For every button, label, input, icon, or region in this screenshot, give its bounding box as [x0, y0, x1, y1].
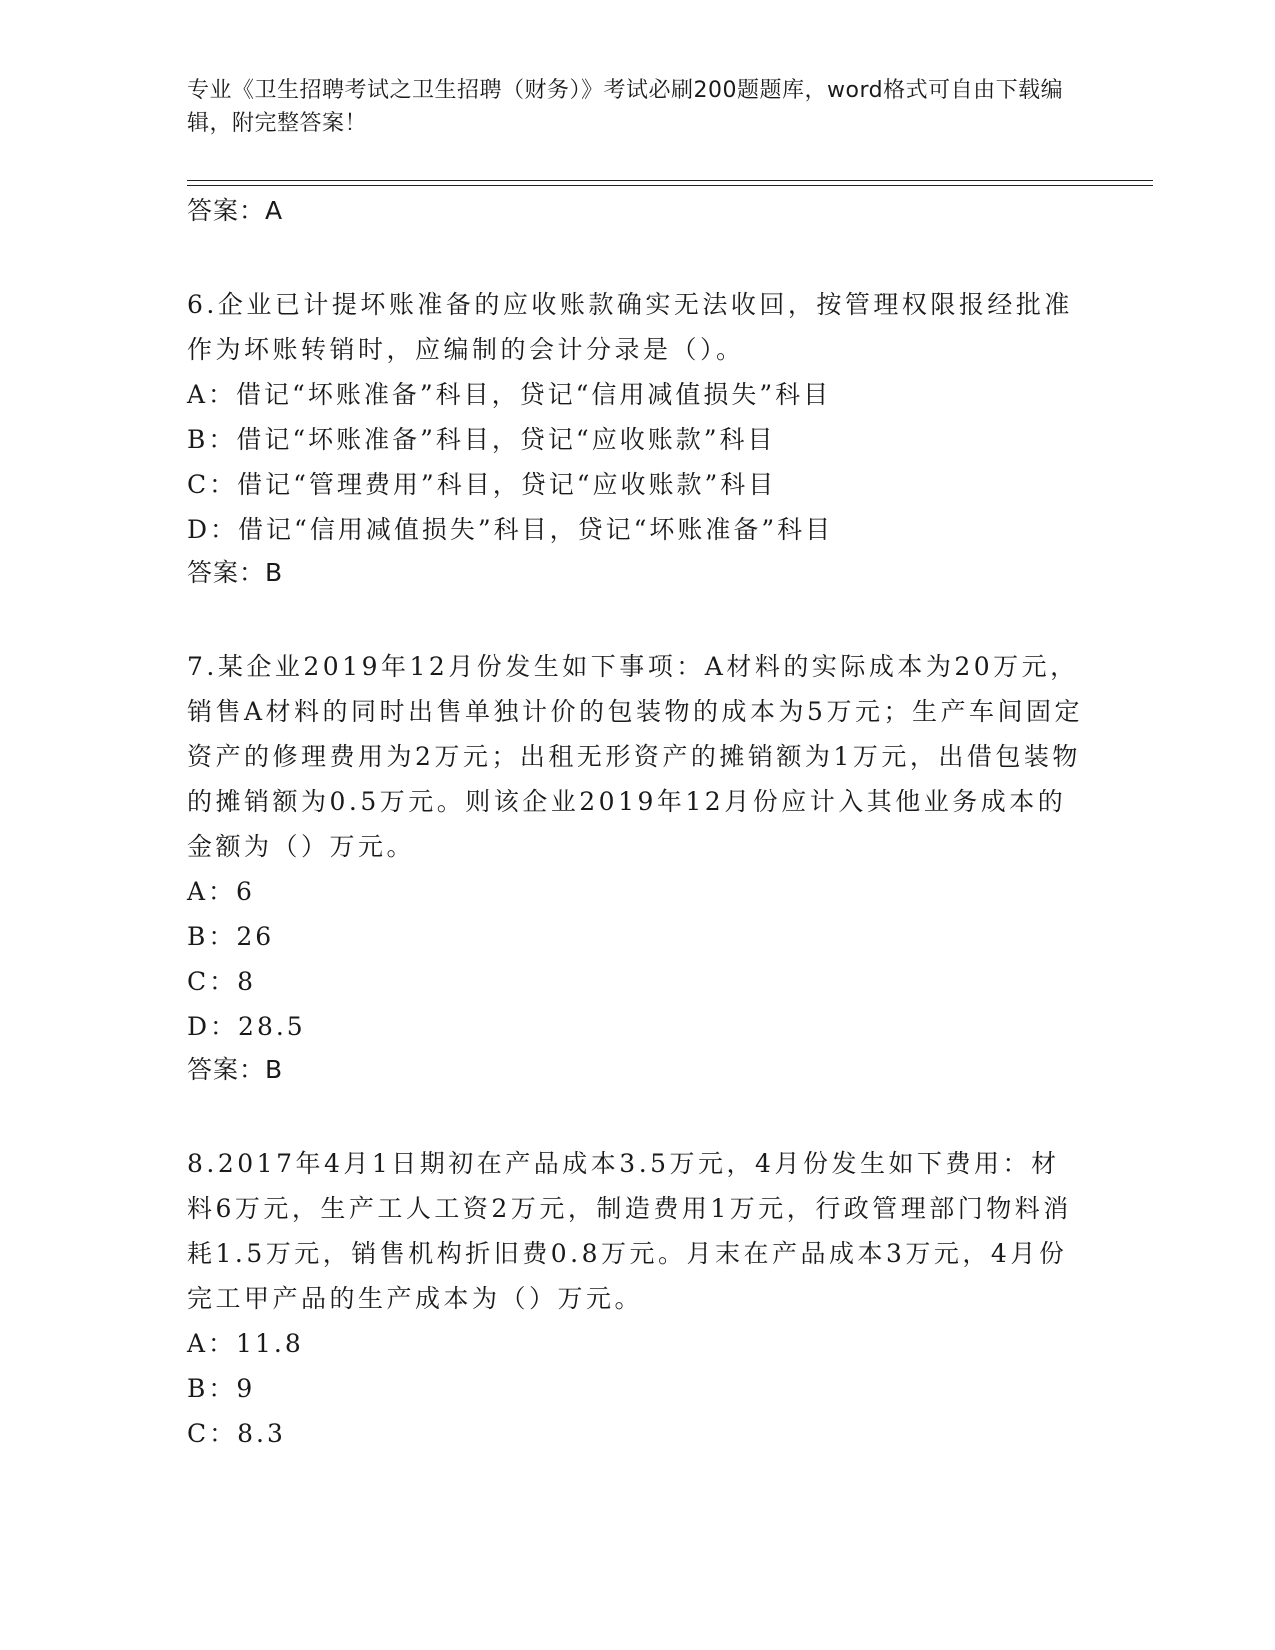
question-7-text: 7.某企业2019年12月份发生如下事项：A材料的实际成本为20万元，销售A材料的同时出售单独计价的包装物的成本为5万元；生产车间固定资产的修理费用为2万元；出租无形资产的摊销额为1万元，出借包装物的摊销额为0.5万元。则该企业2019年12月份应计入其他业务成本的金额为（）万元。	[187, 652, 1083, 861]
question-6-answer: 答案：B	[187, 558, 284, 587]
header-divider-bottom	[187, 185, 1153, 186]
question-8-option-c: C：8.3	[187, 1419, 286, 1448]
question-8-text: 8.2017年4月1日期初在产品成本3.5万元，4月份发生如下费用：材料6万元，生产工人工资2万元，制造费用1万元，行政管理部门物料消耗1.5万元，销售机构折旧费0.8万元。月末在产品成本3万元，4月份完工甲产品的生产成本为（）万元。	[187, 1149, 1072, 1313]
question-8-option-a: A：11.8	[187, 1329, 304, 1358]
question-7-answer: 答案：B	[187, 1055, 284, 1084]
question-7-option-b: B：26	[187, 922, 275, 951]
question-6-text: 6.企业已计提坏账准备的应收账款确实无法收回，按管理权限报经批准作为坏账转销时，应编制的会计分录是（）。	[187, 290, 1073, 364]
question-7-option-c: C：8	[187, 967, 257, 996]
header-divider-top	[187, 180, 1153, 181]
question-list	[187, 190, 1087, 1456]
answer-previous: 答案：A	[187, 196, 284, 225]
question-6-option-c: C：借记“管理费用”科目，贷记“应收账款”科目	[187, 470, 777, 499]
question-6	[187, 282, 1087, 594]
question-8-option-b: B：9	[187, 1374, 256, 1403]
question-6-option-a: A：借记“坏账准备”科目，贷记“信用减值损失”科目	[187, 380, 832, 409]
question-8	[187, 1141, 1087, 1456]
question-7-option-d: D：28.5	[187, 1012, 306, 1041]
question-7-option-a: A：6	[187, 877, 255, 906]
question-6-option-b: B：借记“坏账准备”科目，贷记“应收账款”科目	[187, 425, 776, 454]
question-7	[187, 644, 1087, 1091]
document-header: 专业《卫生招聘考试之卫生招聘（财务）》考试必刷200题题库，word格式可自由下载编辑，附完整答案！	[187, 78, 1064, 136]
question-6-option-d: D：借记“信用减值损失”科目，贷记“坏账准备”科目	[187, 515, 834, 544]
